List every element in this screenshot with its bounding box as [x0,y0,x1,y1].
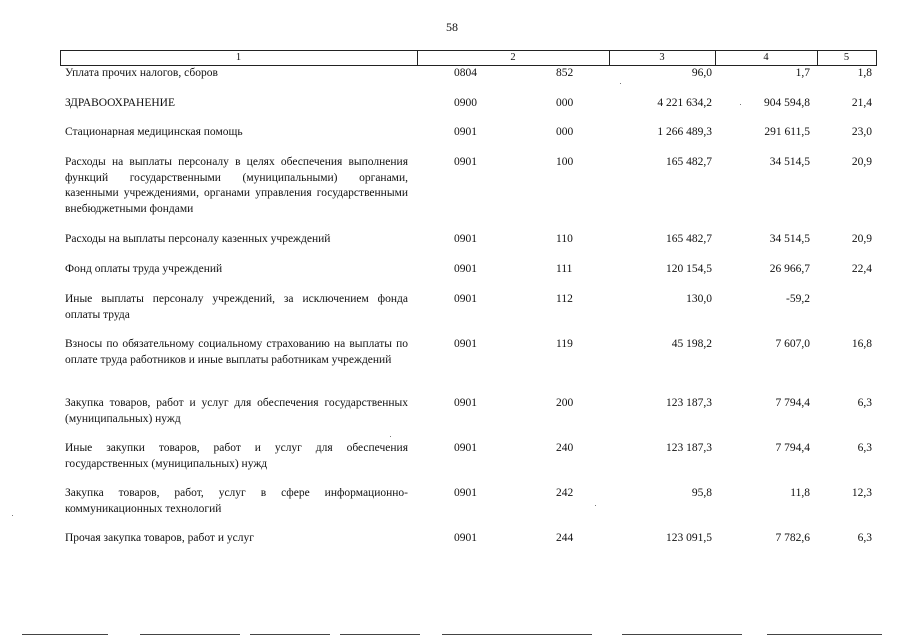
header-col-2: 2 [510,52,516,63]
bottom-rule [250,634,330,635]
header-col-3: 3 [659,52,665,63]
row-value-col3: 4 221 634,2 [657,97,712,109]
row-section-code: 0900 [454,97,477,109]
row-section-code: 0901 [454,126,477,138]
bottom-rule [622,634,742,635]
row-value-col4: 34 514,5 [769,156,810,168]
row-expense-type: 242 [556,487,574,499]
row-value-col5: 16,8 [851,338,872,350]
row-value-col4: 291 611,5 [764,126,810,138]
page-number: 58 [446,20,458,34]
row-description: Закупка товаров, работ, услуг в сфере информационно-коммуникационных технологий [65,487,408,515]
row-description: ЗДРАВООХРАНЕНИЕ [65,97,176,109]
header-col-5: 5 [843,52,850,63]
row-description: Фонд оплаты труда учреждений [65,263,223,275]
row-value-col3: 130,0 [686,293,712,305]
row-expense-type: 852 [556,67,574,79]
row-description: Расходы на выплаты персоналу казенных учреждений [65,233,331,245]
row-value-col4: 7 794,4 [775,397,810,409]
row-section-code: 0901 [454,293,477,305]
row-expense-type: 000 [556,97,574,109]
row-value-col3: 96,0 [691,67,712,79]
row-expense-type: 240 [556,442,574,454]
row-value-col5: 12,3 [851,487,872,499]
row-value-col5: 6,3 [857,442,872,454]
bottom-rule [22,634,108,635]
row-value-col4: -59,2 [786,293,810,305]
row-description: Иные выплаты персоналу учреждений, за исключением фонда оплаты труда [65,293,408,321]
row-value-col4: 7 782,6 [775,532,810,544]
row-section-code: 0901 [454,233,477,245]
row-value-col5: 6,3 [857,397,872,409]
row-value-col3: 120 154,5 [666,263,712,275]
bottom-rule [767,634,882,635]
bottom-rule [340,634,420,635]
row-value-col5: 22,4 [851,263,872,275]
row-value-col4: 7 794,4 [775,442,810,454]
row-expense-type: 100 [556,156,574,168]
row-expense-type: 244 [556,532,574,544]
row-expense-type: 119 [556,338,573,350]
row-description: Иные закупки товаров, работ и услуг для обеспечения государственных (муниципальных) нужд [65,442,408,470]
row-value-col5: 21,4 [851,97,872,109]
row-value-col5: 23,0 [851,126,872,138]
row-value-col3: 1 266 489,3 [657,126,712,138]
row-description: Прочая закупка товаров, работ и услуг [65,532,254,544]
row-value-col5: 20,9 [851,156,872,168]
scan-speck [740,104,741,105]
row-section-code: 0804 [454,67,477,79]
row-value-col3: 95,8 [691,487,712,499]
row-section-code: 0901 [454,487,477,499]
row-value-col3: 45 198,2 [671,338,712,350]
row-section-code: 0901 [454,397,477,409]
row-value-col5: 6,3 [857,532,872,544]
row-section-code: 0901 [454,532,477,544]
row-expense-type: 110 [556,233,573,245]
row-description: Стационарная медицинская помощь [65,126,243,138]
row-expense-type: 111 [556,263,573,275]
row-value-col5: 20,9 [851,233,872,245]
row-expense-type: 112 [556,293,573,305]
row-section-code: 0901 [454,442,477,454]
table-header-row [60,51,877,66]
row-value-col3: 123 187,3 [666,442,712,454]
row-description: Уплата прочих налогов, сборов [65,67,218,79]
scan-speck [595,505,596,506]
row-value-col3: 165 482,7 [666,156,712,168]
scan-speck [620,83,621,84]
row-value-col4: 904 594,8 [764,97,810,109]
row-description: Взносы по обязательному социальному страхованию на выплаты по оплате труда работников и иные выплаты работникам учреждений [65,338,408,366]
scan-speck [390,436,391,437]
row-description: Расходы на выплаты персоналу в целях обеспечения выполнения функций государственными (муниципальными) органами, казенными учреждениями, органами управления государственными внебюджетными фондами [65,156,408,215]
row-section-code: 0901 [454,338,477,350]
header-col-4: 4 [763,52,769,63]
row-value-col3: 123 187,3 [666,397,712,409]
row-section-code: 0901 [454,156,477,168]
row-value-col4: 7 607,0 [775,338,810,350]
row-section-code: 0901 [454,263,477,275]
row-value-col4: 26 966,7 [769,263,810,275]
row-value-col3: 165 482,7 [666,233,712,245]
row-value-col4: 1,7 [795,67,810,79]
bottom-rule-segments [22,634,882,636]
row-value-col5: 1,8 [857,67,872,79]
bottom-rule [140,634,240,635]
row-value-col4: 11,8 [790,487,810,499]
row-description: Закупка товаров, работ и услуг для обеспечения государственных (муниципальных) нужд [65,397,408,425]
header-col-1: 1 [235,52,242,63]
row-value-col4: 34 514,5 [769,233,810,245]
scan-speck [12,515,13,516]
row-expense-type: 000 [556,126,574,138]
bottom-rule [442,634,592,635]
row-value-col3: 123 091,5 [666,532,712,544]
row-expense-type: 200 [556,397,574,409]
